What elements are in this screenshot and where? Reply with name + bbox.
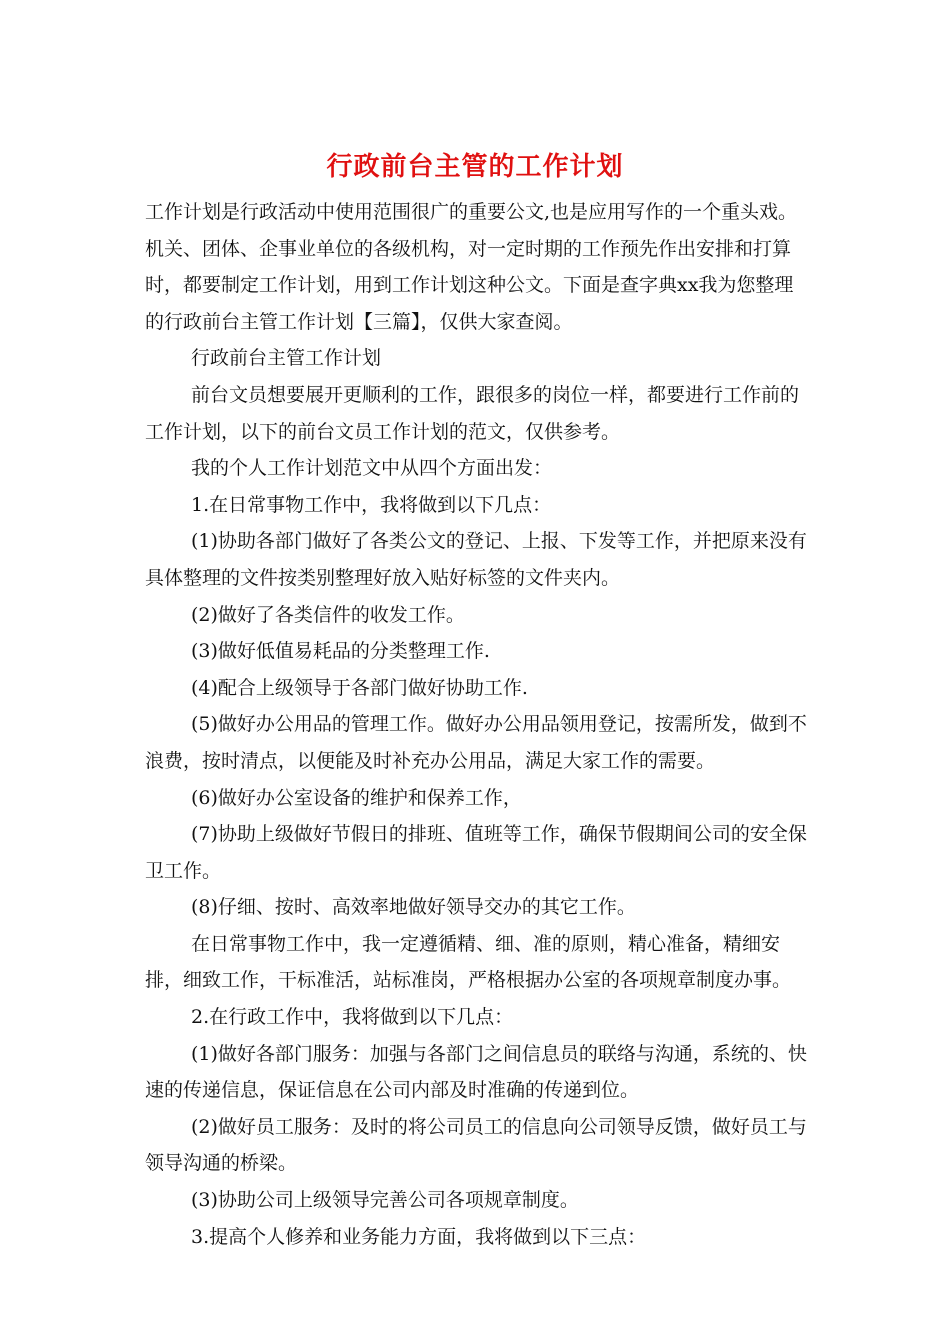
paragraph: 在日常事物工作中，我一定遵循精、细、准的原则，精心准备，精细安排，细致工作，干标准活，站标准岗，严格根据办公室的各项规章制度办事。 [145, 932, 792, 992]
list-item: (5)做好办公用品的管理工作。做好办公用品领用登记，按需所发，做到不浪费，按时清点，以便能及时补充办公用品，满足大家工作的需要。 [145, 713, 807, 772]
section-heading: 行政前台主管工作计划 [191, 347, 382, 370]
document-title: 行政前台主管的工作计划 [326, 152, 624, 182]
list-item: (2)做好了各类信件的收发工作。 [191, 603, 465, 626]
list-item: (8)仔细、按时、高效率地做好领导交办的其它工作。 [191, 896, 636, 919]
list-item: (3)做好低值易耗品的分类整理工作. [191, 640, 490, 663]
list-item: (6)做好办公室设备的维护和保养工作， [191, 786, 522, 809]
list-item: (7)协助上级做好节假日的排班、值班等工作，确保节假期间公司的安全保卫工作。 [145, 823, 807, 882]
paragraph: 我的个人工作计划范文中从四个方面出发： [191, 457, 553, 480]
document-body [145, 194, 810, 1255]
list-item: (4)配合上级领导于各部门做好协助工作. [191, 676, 528, 699]
list-item: (1)做好各部门服务：加强与各部门之间信息员的联络与沟通，系统的、快速的传递信息，保证信息在公司内部及时准确的传递到位。 [145, 1042, 807, 1102]
intro-paragraph: 工作计划是行政活动中使用范围很广的重要公文,也是应用写作的一个重头戏。机关、团体、企事业单位的各级机构，对一定时期的工作预先作出安排和打算时，都要制定工作计划，用到工作计划这种公文。下面是查字典xx我为您整理的行政前台主管工作计划【三篇】，仅供大家查阅。 [145, 201, 798, 333]
list-heading: 2.在行政工作中，我将做到以下几点： [191, 1006, 514, 1029]
list-item: (1)协助各部门做好了各类公文的登记、上报、下发等工作，并把原来没有具体整理的文件按类别整理好放入贴好标签的文件夹内。 [145, 530, 807, 589]
list-heading: 3.提高个人修养和业务能力方面，我将做到以下三点： [191, 1225, 647, 1248]
list-item: (2)做好员工服务：及时的将公司员工的信息向公司领导反馈，做好员工与领导沟通的桥梁。 [145, 1115, 807, 1175]
list-item: (3)协助公司上级领导完善公司各项规章制度。 [191, 1189, 579, 1212]
list-heading: 1.在日常事物工作中，我将做到以下几点： [191, 493, 552, 516]
paragraph: 前台文员想要展开更顺利的工作，跟很多的岗位一样，都要进行工作前的工作计划，以下的前台文员工作计划的范文，仅供参考。 [145, 383, 800, 443]
